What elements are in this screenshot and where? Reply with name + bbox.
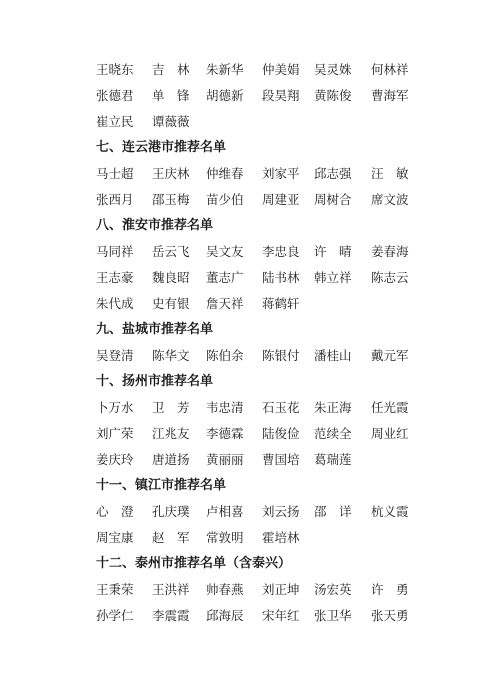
- person-name: 张天勇: [371, 608, 409, 623]
- person-name: 唐道扬: [152, 452, 190, 467]
- person-name: 仲维春: [206, 166, 244, 181]
- person-name: 戴元军: [371, 348, 409, 363]
- person-name: 吴登清: [96, 348, 134, 363]
- person-name: 邵玉梅: [152, 192, 190, 207]
- person-name: 王庆林: [152, 166, 190, 181]
- section-heading: 十二、泰州市推荐名单（含泰兴）: [96, 556, 292, 571]
- person-name: 蒋鹤轩: [262, 296, 300, 311]
- person-name: 葛瑞莲: [314, 452, 352, 467]
- section-heading: 七、连云港市推荐名单: [96, 140, 227, 155]
- person-name: 崔立民: [96, 114, 134, 129]
- person-name: 王晓东: [96, 62, 134, 77]
- person-name: 常敦明: [206, 530, 244, 545]
- person-name: 史有银: [152, 296, 190, 311]
- person-name: 任光霞: [371, 400, 409, 415]
- person-name: 姜春海: [371, 244, 409, 259]
- person-name: 张德君: [96, 88, 134, 103]
- person-name: 黄陈俊: [314, 88, 352, 103]
- person-name: 霍培林: [262, 530, 300, 545]
- person-name: 李忠良: [262, 244, 300, 259]
- person-name: 心 澄: [96, 504, 134, 519]
- person-name: 姜庆玲: [96, 452, 134, 467]
- person-name: 陈志云: [371, 270, 409, 285]
- person-name: 曹国培: [262, 452, 300, 467]
- person-name: 范续全: [314, 426, 352, 441]
- person-name: 江兆友: [152, 426, 190, 441]
- person-name: 刘家平: [262, 166, 300, 181]
- person-name: 苗少伯: [206, 192, 244, 207]
- person-name: 魏良昭: [152, 270, 190, 285]
- section-heading: 十一、镇江市推荐名单: [96, 478, 227, 493]
- person-name: 周建亚: [262, 192, 300, 207]
- person-name: 黄丽丽: [206, 452, 244, 467]
- person-name: 邵 详: [314, 504, 352, 519]
- section-heading: 十、扬州市推荐名单: [96, 374, 214, 389]
- person-name: 董志广: [206, 270, 244, 285]
- person-name: 王秉荣: [96, 582, 134, 597]
- section-heading: 八、淮安市推荐名单: [96, 218, 214, 233]
- person-name: 詹天祥: [206, 296, 244, 311]
- person-name: 邱海辰: [206, 608, 244, 623]
- section-heading: 九、盐城市推荐名单: [96, 322, 214, 337]
- person-name: 赵 军: [152, 530, 190, 545]
- person-name: 陆书林: [262, 270, 300, 285]
- person-name: 周宝康: [96, 530, 134, 545]
- person-name: 周树合: [314, 192, 352, 207]
- person-name: 陈伯余: [206, 348, 244, 363]
- person-name: 马同祥: [96, 244, 134, 259]
- person-name: 刘正坤: [262, 582, 300, 597]
- person-name: 卢相喜: [206, 504, 244, 519]
- person-name: 朱正海: [314, 400, 352, 415]
- person-name: 李震霞: [152, 608, 190, 623]
- person-name: 仲美娟: [262, 62, 300, 77]
- person-name: 卜万水: [96, 400, 134, 415]
- person-name: 张西月: [96, 192, 134, 207]
- person-name: 帅春燕: [206, 582, 244, 597]
- person-name: 何林祥: [371, 62, 409, 77]
- person-name: 宋年红: [262, 608, 300, 623]
- person-name: 韦忠清: [206, 400, 244, 415]
- person-name: 陈华文: [152, 348, 190, 363]
- person-name: 单 锋: [152, 88, 190, 103]
- person-name: 汤宏英: [314, 582, 352, 597]
- person-name: 杭义霞: [371, 504, 409, 519]
- person-name: 孔庆璞: [152, 504, 190, 519]
- person-name: 吉 林: [152, 62, 190, 77]
- person-name: 陈银付: [262, 348, 300, 363]
- person-name: 张卫华: [314, 608, 352, 623]
- person-name: 刘广荣: [96, 426, 134, 441]
- person-name: 许 勇: [371, 582, 409, 597]
- person-name: 段昊翔: [262, 88, 300, 103]
- person-name: 陆俊俭: [262, 426, 300, 441]
- person-name: 石玉花: [262, 400, 300, 415]
- person-name: 胡德新: [206, 88, 244, 103]
- person-name: 卫 芳: [152, 400, 190, 415]
- person-name: 曹海军: [371, 88, 409, 103]
- person-name: 李德霖: [206, 426, 244, 441]
- person-name: 孙学仁: [96, 608, 134, 623]
- person-name: 岳云飞: [152, 244, 190, 259]
- person-name: 王志豪: [96, 270, 134, 285]
- person-name: 潘桂山: [314, 348, 352, 363]
- person-name: 朱代成: [96, 296, 134, 311]
- person-name: 韩立祥: [314, 270, 352, 285]
- person-name: 邱志强: [314, 166, 352, 181]
- person-name: 吴灵姝: [314, 62, 352, 77]
- person-name: 谭薇薇: [152, 114, 190, 129]
- person-name: 许 晴: [314, 244, 352, 259]
- person-name: 刘云扬: [262, 504, 300, 519]
- person-name: 席文波: [371, 192, 409, 207]
- person-name: 吴文友: [206, 244, 244, 259]
- person-name: 马士超: [96, 166, 134, 181]
- person-name: 朱新华: [206, 62, 244, 77]
- person-name: 周业红: [371, 426, 409, 441]
- person-name: 汪 敏: [371, 166, 409, 181]
- person-name: 王洪祥: [152, 582, 190, 597]
